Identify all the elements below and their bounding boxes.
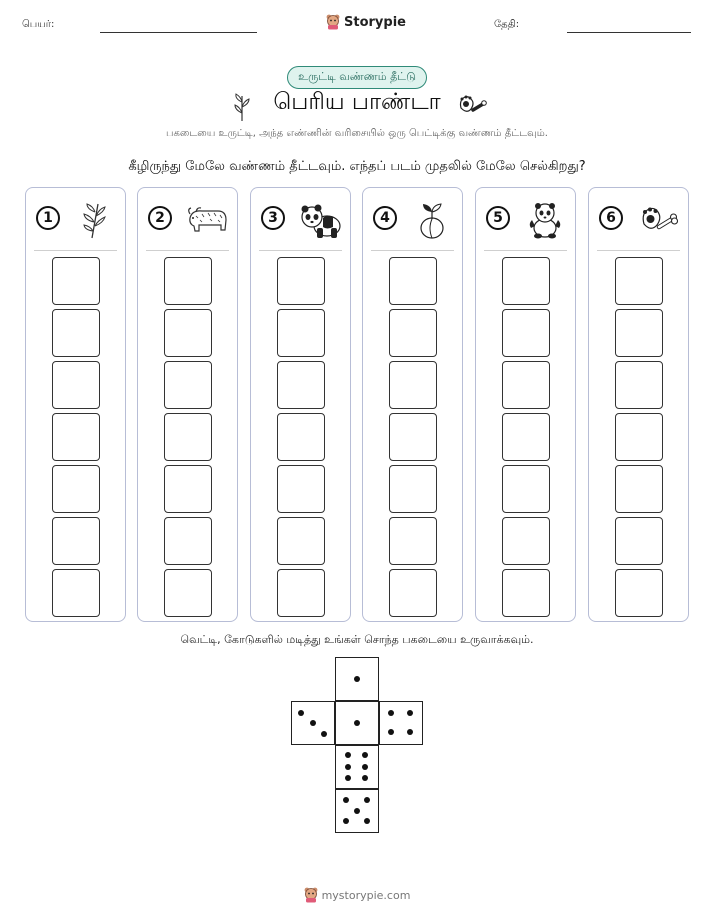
die-pip	[343, 818, 349, 824]
page-title: பெரிய பாண்டா	[273, 89, 441, 115]
color-box[interactable]	[502, 257, 550, 305]
date-line[interactable]	[567, 32, 691, 33]
die-face-3	[291, 701, 335, 745]
color-box[interactable]	[389, 361, 437, 409]
color-box[interactable]	[615, 413, 663, 461]
die-pip	[298, 710, 304, 716]
color-box[interactable]	[164, 361, 212, 409]
footer	[0, 887, 714, 903]
column-5	[475, 187, 576, 622]
paw-bone-header-icon	[455, 90, 489, 120]
color-box[interactable]	[164, 569, 212, 617]
color-box[interactable]	[389, 517, 437, 565]
column-divider	[259, 250, 342, 251]
color-box[interactable]	[52, 309, 100, 357]
die-pip	[362, 764, 368, 770]
column-1	[25, 187, 126, 622]
color-box[interactable]	[502, 413, 550, 461]
die-pip	[362, 775, 368, 781]
color-box[interactable]	[277, 413, 325, 461]
pill-wrap	[0, 66, 714, 89]
panda-icon	[297, 200, 343, 240]
paw-bone-icon	[635, 200, 681, 240]
die-pip	[364, 797, 370, 803]
die-face-5	[335, 789, 379, 833]
die-pip	[388, 710, 394, 716]
die-pip	[354, 720, 360, 726]
column-6	[588, 187, 689, 622]
die-pip	[345, 764, 351, 770]
seed-sprout-icon	[409, 200, 455, 240]
color-box[interactable]	[502, 465, 550, 513]
color-box[interactable]	[52, 413, 100, 461]
color-box[interactable]	[277, 517, 325, 565]
color-box[interactable]	[164, 257, 212, 305]
column-3	[250, 187, 351, 622]
color-box[interactable]	[277, 309, 325, 357]
footer-url[interactable]: mystorypie.com	[321, 888, 411, 902]
question-text: கீழிருந்து மேலே வண்ணம் தீட்டவும். எந்தப் படம் முதலில் மேலே செல்கிறது?	[128, 159, 586, 174]
column-number: 6	[599, 206, 623, 230]
column-number: 5	[486, 206, 510, 230]
color-box[interactable]	[615, 361, 663, 409]
die-pip	[310, 720, 316, 726]
column-number: 3	[261, 206, 285, 230]
die-pip	[343, 797, 349, 803]
name-label: பெயர்:	[22, 19, 55, 30]
footer-bear-icon	[304, 887, 318, 903]
die-pip	[364, 818, 370, 824]
color-box[interactable]	[277, 361, 325, 409]
date-label: தேதி:	[494, 19, 520, 30]
color-box[interactable]	[389, 309, 437, 357]
yak-icon	[184, 200, 230, 240]
color-box[interactable]	[164, 309, 212, 357]
color-box[interactable]	[389, 569, 437, 617]
color-box[interactable]	[52, 361, 100, 409]
color-box[interactable]	[502, 569, 550, 617]
die-instruction: வெட்டி, கோடுகளில் மடித்து உங்கள் சொந்த பகடையை உருவாக்கவும்.	[180, 633, 534, 646]
die-pip	[345, 752, 351, 758]
column-2	[137, 187, 238, 622]
column-divider	[484, 250, 567, 251]
storypie-bear-icon	[326, 14, 340, 30]
color-box[interactable]	[615, 569, 663, 617]
instructions-subtitle: பகடையை உருட்டி, அந்த எண்ணின் வரிசையில் ஒரு பெட்டிக்கு வண்ணம் தீட்டவும்.	[166, 128, 548, 139]
color-box[interactable]	[164, 517, 212, 565]
column-number: 4	[373, 206, 397, 230]
baby-panda-icon	[522, 200, 568, 240]
die-pip	[362, 752, 368, 758]
die-pip	[388, 729, 394, 735]
brand-logo	[326, 14, 406, 30]
die-pip	[321, 731, 327, 737]
die-face-1	[335, 701, 379, 745]
column-number: 1	[36, 206, 60, 230]
die-face-4	[379, 701, 423, 745]
bamboo-icon	[72, 200, 118, 240]
column-divider	[597, 250, 680, 251]
die-pip	[354, 808, 360, 814]
die-pip	[354, 676, 360, 682]
color-box[interactable]	[52, 569, 100, 617]
color-box[interactable]	[389, 413, 437, 461]
brand-name: Storypie	[344, 14, 406, 30]
color-box[interactable]	[277, 569, 325, 617]
color-box[interactable]	[52, 257, 100, 305]
activity-pill: உருட்டி வண்ணம் தீட்டு	[287, 66, 427, 89]
color-box[interactable]	[389, 465, 437, 513]
color-box[interactable]	[615, 257, 663, 305]
die-face-6	[335, 745, 379, 789]
color-box[interactable]	[615, 517, 663, 565]
column-divider	[146, 250, 229, 251]
color-box[interactable]	[164, 465, 212, 513]
color-box[interactable]	[502, 309, 550, 357]
color-box[interactable]	[52, 517, 100, 565]
color-box[interactable]	[52, 465, 100, 513]
die-pip	[407, 729, 413, 735]
column-4	[362, 187, 463, 622]
column-divider	[34, 250, 117, 251]
color-box[interactable]	[502, 361, 550, 409]
color-box[interactable]	[164, 413, 212, 461]
die-pip	[407, 710, 413, 716]
color-box[interactable]	[615, 465, 663, 513]
name-line[interactable]	[100, 32, 257, 33]
column-number: 2	[148, 206, 172, 230]
color-box[interactable]	[502, 517, 550, 565]
color-box[interactable]	[389, 257, 437, 305]
color-box[interactable]	[277, 465, 325, 513]
color-box[interactable]	[615, 309, 663, 357]
die-pip	[345, 775, 351, 781]
die-face-1	[335, 657, 379, 701]
column-divider	[371, 250, 454, 251]
color-box[interactable]	[277, 257, 325, 305]
bamboo-leaf-icon	[232, 92, 252, 122]
